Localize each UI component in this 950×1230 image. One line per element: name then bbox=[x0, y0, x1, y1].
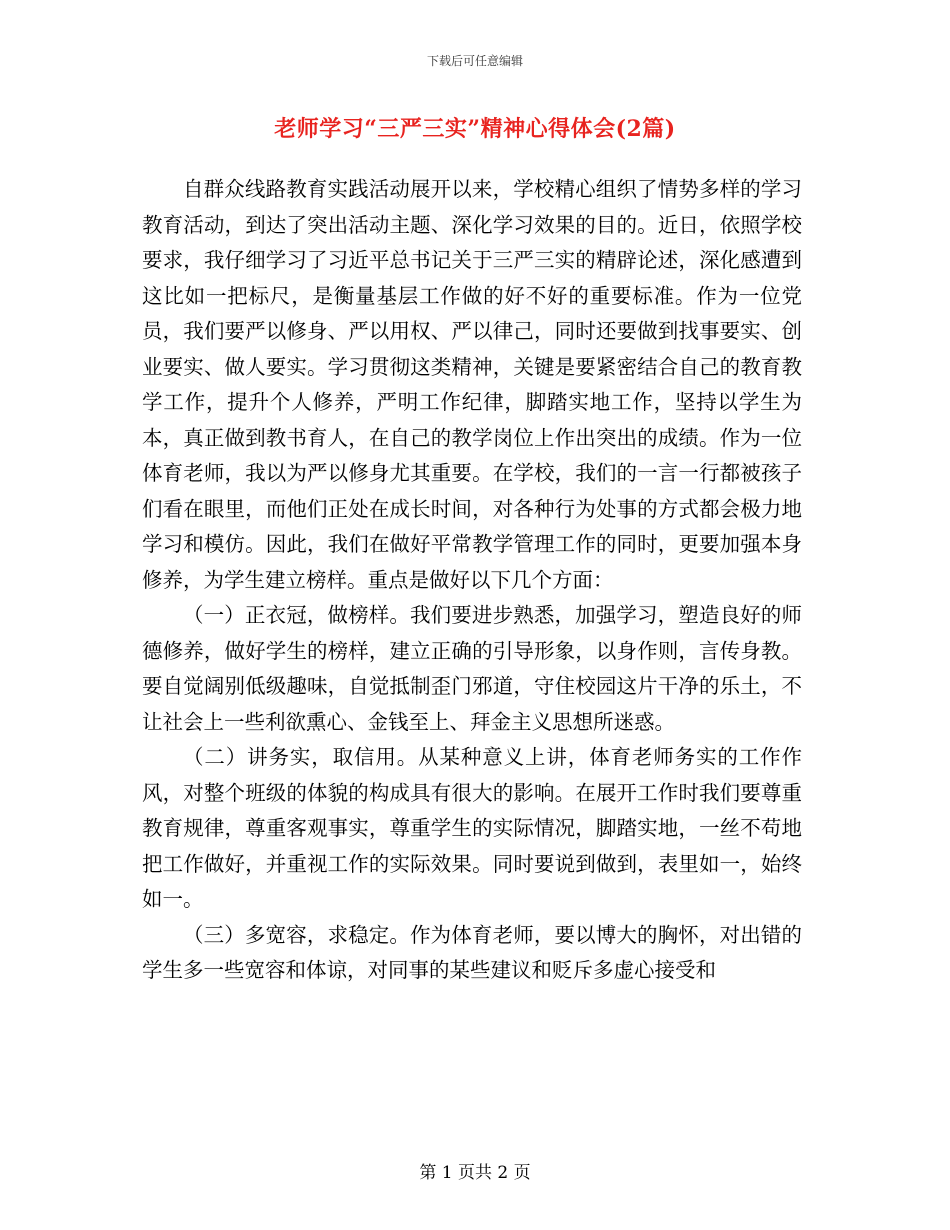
paragraph-point-1: （一）正衣冠，做榜样。我们要进步熟悉，加强学习，塑造良好的师德修养，做好学生的榜样，建立正确的引导形象，以身作则，言传身教。要自觉阔别低级趣味，自觉抵制歪门邪道，守住校园这片干净的乐土，不让社会上一些利欲熏心、金钱至上、拜金主义思想所迷惑。 bbox=[142, 603, 802, 734]
paragraph-point-3: （三）多宽容，求稳定。作为体育老师，要以博大的胸怀，对出错的学生多一些宽容和体谅，对同事的某些建议和贬斥多虚心接受和 bbox=[142, 922, 802, 982]
paragraph-intro: 自群众线路教育实践活动展开以来，学校精心组织了情势多样的学习教育活动，到达了突出活动主题、深化学习效果的目的。近日，依照学校要求，我仔细学习了习近平总书记关于三严三实的精辟论述，深化感遭到这比如一把标尺，是衡量基层工作做的好不好的重要标准。作为一位党员，我们要严以修身、严以用权、严以律己，同时还要做到找事要实、创业要实、做人要实。学习贯彻这类精神，关键是要紧密结合自己的教育教学工作，提升个人修养，严明工作纪律，脚踏实地工作，坚持以学生为本，真正做到教书育人，在自己的教学岗位上作出突出的成绩。作为一位体育老师，我以为严以修身尤其重要。在学校，我们的一言一行都被孩子们看在眼里，而他们正处在成长时间，对各种行为处事的方式都会极力地学习和模仿。因此，我们在做好平常教学管理工作的同时，更要加强本身修养，为学生建立榜样。重点是做好以下几个方面： bbox=[142, 177, 802, 592]
paragraph-point-2: （二）讲务实，取信用。从某种意义上讲，体育老师务实的工作作风，对整个班级的体貌的构成具有很大的影响。在展开工作时我们要尊重教育规律，尊重客观事实，尊重学生的实际情况，脚踏实地，一丝不苟地把工作做好，并重视工作的实际效果。同时要说到做到，表里如一，始终如一。 bbox=[142, 745, 802, 911]
header-note: 下载后可任意编辑 bbox=[426, 54, 523, 68]
page-number: 第 1 页共 2 页 bbox=[419, 1163, 531, 1183]
document-title: 老师学习“三严三实”精神心得体会(2篇) bbox=[274, 116, 676, 142]
document-body bbox=[142, 172, 802, 989]
